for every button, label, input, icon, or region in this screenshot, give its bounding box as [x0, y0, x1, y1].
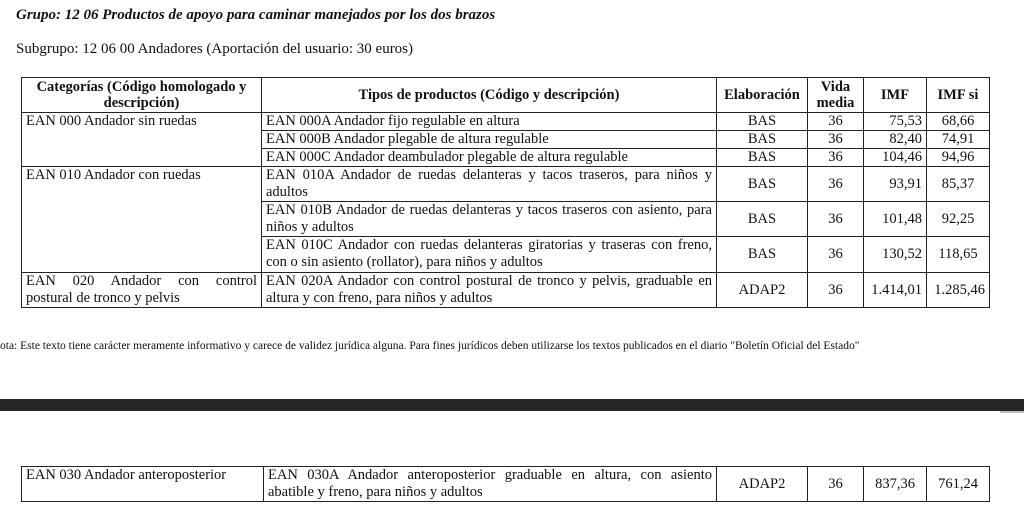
- header-tipos: Tipos de productos (Código y descripción): [262, 78, 717, 113]
- imf-si-cell: 761,24: [927, 467, 990, 502]
- page-divider: [0, 399, 1024, 411]
- tipo-cell: [262, 273, 717, 308]
- imf-cell: 1.414,01: [864, 273, 927, 308]
- tipo-cell: [262, 237, 717, 273]
- legal-note: ota: Este texto tiene carácter meramente informativo y carece de validez jurídica alguna. Para fines jurídicos deben utilizarse los textos publicados en el diario "Boletín Oficial del Estado": [0, 340, 860, 352]
- products-table: [21, 77, 990, 308]
- elaboracion-cell: BAS: [717, 237, 808, 273]
- imf-cell: 837,36: [864, 467, 927, 502]
- elaboracion-cell: BAS: [717, 167, 808, 202]
- elaboracion-cell: BAS: [717, 202, 808, 237]
- table-row: [22, 167, 990, 202]
- subgroup-title: Subgrupo: 12 06 00 Andadores (Aportación del usuario: 30 euros): [16, 41, 414, 57]
- table-row: [22, 467, 990, 502]
- imf-si-cell: 118,65: [927, 237, 990, 273]
- header-elaboracion: Elaboración: [717, 78, 808, 113]
- imf-si-cell: 68,66: [927, 113, 990, 131]
- tipo-cell: EAN 000B Andador plegable de altura regulable: [262, 131, 717, 149]
- tipo-cell: [262, 167, 717, 202]
- tipo-cell: [262, 202, 717, 237]
- vida-cell: 36: [808, 273, 864, 308]
- tipo-line-1: EAN 030A Andador anteroposterior graduable en altura, con asiento: [268, 467, 712, 483]
- imf-si-cell: 74,91: [927, 131, 990, 149]
- page-divider-shadow: [1000, 411, 1024, 413]
- tipo-line-1: EAN 020A Andador con control postural de tronco y pelvis, graduable en: [266, 273, 712, 289]
- imf-cell: 104,46: [864, 149, 927, 167]
- categoria-cell: EAN 010 Andador con ruedas: [22, 167, 262, 273]
- table-row: [22, 113, 990, 131]
- vida-cell: 36: [808, 467, 864, 502]
- elaboracion-cell: BAS: [717, 131, 808, 149]
- vida-cell: 36: [808, 167, 864, 202]
- elaboracion-cell: BAS: [717, 149, 808, 167]
- elaboracion-cell: BAS: [717, 113, 808, 131]
- tipo-cell: EAN 000A Andador fijo regulable en altura: [262, 113, 717, 131]
- elaboracion-cell: ADAP2: [717, 273, 808, 308]
- imf-si-cell: 85,37: [927, 167, 990, 202]
- categoria-line-2: postural de tronco y pelvis: [26, 290, 180, 306]
- imf-si-cell: 94,96: [927, 149, 990, 167]
- tipo-line-2: altura y con freno, para niños y adultos: [266, 290, 493, 306]
- vida-cell: 36: [808, 237, 864, 273]
- imf-cell: 130,52: [864, 237, 927, 273]
- imf-cell: 82,40: [864, 131, 927, 149]
- categoria-cell: EAN 000 Andador sin ruedas: [22, 113, 262, 167]
- imf-cell: 75,53: [864, 113, 927, 131]
- tipo-cell: EAN 000C Andador deambulador plegable de altura regulable: [262, 149, 717, 167]
- header-vida-media: Vida media: [808, 78, 864, 113]
- vida-cell: 36: [808, 149, 864, 167]
- continuation-table: [21, 466, 990, 502]
- group-title: Grupo: 12 06 Productos de apoyo para caminar manejados por los dos brazos: [16, 7, 496, 23]
- table-row: [22, 273, 990, 308]
- imf-cell: 93,91: [864, 167, 927, 202]
- categoria-cell: EAN 030 Andador anteroposterior: [22, 467, 264, 502]
- tipo-line-2: adultos: [266, 184, 308, 200]
- vida-cell: 36: [808, 131, 864, 149]
- imf-cell: 101,48: [864, 202, 927, 237]
- categoria-cell: [22, 273, 262, 308]
- vida-cell: 36: [808, 113, 864, 131]
- categoria-line-1: EAN 020 Andador con control: [26, 273, 257, 289]
- tipo-cell: [264, 467, 717, 502]
- tipo-line-1: EAN 010B Andador de ruedas delanteras y tacos traseros con asiento, para: [266, 202, 712, 218]
- tipo-line-1: EAN 010C Andador con ruedas delanteras giratorias y traseras con freno,: [266, 237, 712, 253]
- imf-si-cell: 92,25: [927, 202, 990, 237]
- vida-cell: 36: [808, 202, 864, 237]
- tipo-line-2: con o sin asiento (rollator), para niños y adultos: [266, 254, 543, 270]
- tipo-line-2: niños y adultos: [266, 219, 354, 235]
- tipo-line-1: EAN 010A Andador de ruedas delanteras y tacos traseros, para niños y: [266, 167, 712, 183]
- imf-si-cell: 1.285,46: [927, 273, 990, 308]
- header-imf: IMF: [864, 78, 927, 113]
- table-header-row: [22, 78, 990, 113]
- header-categoria: Categorías (Código homologado y descripción): [22, 78, 262, 113]
- header-imf-si: IMF si: [927, 78, 990, 113]
- tipo-line-2: abatible y freno, para niños y adultos: [268, 484, 483, 500]
- elaboracion-cell: ADAP2: [717, 467, 808, 502]
